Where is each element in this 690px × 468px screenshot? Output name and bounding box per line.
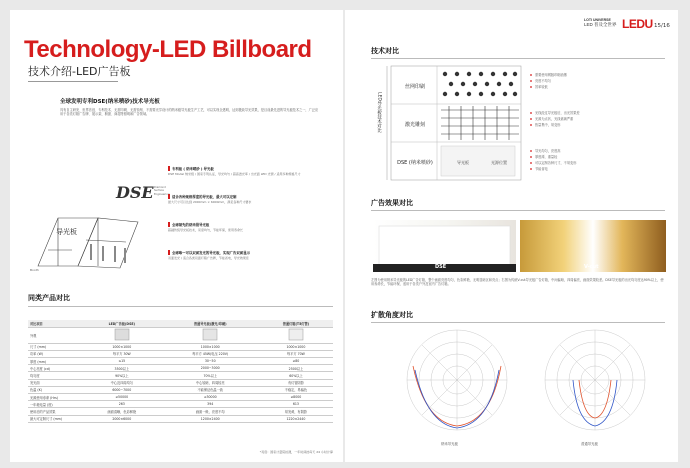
table-cell: 功率 (W) bbox=[28, 350, 82, 357]
booth-label: 导光板 bbox=[56, 228, 77, 236]
brand-logo: LEDU bbox=[622, 17, 653, 31]
dse-photo bbox=[373, 220, 516, 272]
note: 厚度薄，重量轻 bbox=[535, 155, 558, 159]
right-page bbox=[345, 10, 678, 462]
divider bbox=[371, 210, 665, 211]
table-cell: ≥8000 bbox=[259, 394, 333, 401]
table-row bbox=[28, 350, 333, 357]
divider bbox=[28, 81, 118, 82]
table-cell: 一年耗电量 (度) bbox=[28, 401, 82, 408]
section-title-compare: 同类产品对比 bbox=[28, 294, 70, 302]
feature-heading: 专利板 ( 纳米喷砂 ) 导光板 bbox=[168, 166, 338, 171]
section-title-tech: 技术对比 bbox=[371, 47, 399, 55]
table-cell: 1000×1000 bbox=[259, 343, 333, 350]
table-cell: 外观 bbox=[28, 327, 82, 343]
table-cell: 2500以上 bbox=[259, 365, 333, 372]
table-cell: 不能保证色温一致 bbox=[162, 386, 259, 393]
table-cell: 画面一般，亮度不均 bbox=[162, 408, 259, 415]
footnote: *亮度：国家计量院检测，一年时间按每天 24 小时计算 bbox=[259, 450, 333, 454]
lead-heading: 全球发明专利DSE(纳米喷砂)技术导光板 bbox=[60, 99, 160, 105]
table-cell: ≥30000 bbox=[162, 394, 259, 401]
table-row bbox=[28, 415, 333, 422]
table-cell: 每平方 30W bbox=[82, 350, 162, 357]
table-cell: 光源使用寿命 (Hrs) bbox=[28, 394, 82, 401]
feature-text: 最大尺寸可以达到 2000mm × 6000mm，满足各种尺寸要求 bbox=[168, 200, 252, 204]
note: 节能省电 bbox=[535, 167, 548, 171]
table-row bbox=[28, 343, 333, 350]
section-title-effect: 广告效果对比 bbox=[371, 199, 413, 207]
note: 光源为点状，光线衰减严重 bbox=[535, 117, 574, 121]
table-cell: 263 bbox=[82, 401, 162, 408]
booth-illustration bbox=[28, 210, 148, 272]
table-cell: 厚度 (mm) bbox=[28, 358, 82, 365]
spec-table bbox=[28, 320, 333, 423]
intro-paragraph: 具有自主研发、世界首创、专利技术、无需印刷、无需蚀刻、不需要光学设计的纳米级导光板生产工艺，可以实现全透明，达到极致导光效果，是目前最先进的导光板技术之一，广泛应用于各类灯箱广告牌、展示架、橱窗、商超等照明和广告领域。 bbox=[60, 108, 319, 117]
note: 光线经过导光板后，出光效果差 bbox=[535, 111, 580, 115]
table-cell: 对比项目 bbox=[28, 320, 82, 327]
feature-heading: 适合各种规格厚度的导光板，最大可以定制 bbox=[168, 194, 338, 199]
table-cell: ≥80 bbox=[259, 358, 333, 365]
table-row bbox=[28, 401, 333, 408]
table-cell: 最大可定制尺寸 (mm) bbox=[28, 415, 82, 422]
table-cell: 画面清晰，色彩鲜艳 bbox=[82, 408, 162, 415]
angle-caption: 普通导光板 bbox=[581, 442, 598, 446]
table-cell: 色温 (K) bbox=[28, 386, 82, 393]
table-cell: 1220×2440 bbox=[259, 415, 333, 422]
table-cell: 易发黄，有阴影 bbox=[259, 408, 333, 415]
diagram-vertical-label: LED导光板技术对比 bbox=[376, 92, 382, 133]
feature-block bbox=[168, 166, 338, 176]
feature-block bbox=[168, 222, 338, 232]
table-cell: 6000~7000 bbox=[82, 386, 162, 393]
table-cell: 尺寸 (mm) bbox=[28, 343, 82, 350]
table-cell: 30~50 bbox=[162, 358, 259, 365]
product-image bbox=[286, 328, 306, 341]
divider bbox=[371, 58, 665, 59]
booth-sub-label: Booth bbox=[30, 268, 39, 272]
table-cell: 使用后的产品效果 bbox=[28, 408, 82, 415]
table-cell: 中心亮度 (cd) bbox=[28, 365, 82, 372]
table-row bbox=[28, 358, 333, 365]
bottom-label: 导光板 bbox=[457, 160, 469, 165]
dse-caption: Diamond Surface Engineering bbox=[154, 186, 170, 196]
brand-bottom: LED 普及全世界 bbox=[584, 22, 617, 27]
table-cell: 2000×6000 bbox=[82, 415, 162, 422]
table-row bbox=[28, 372, 333, 379]
table-cell: 均匀度 bbox=[28, 372, 82, 379]
vcut-photo bbox=[520, 220, 666, 272]
photo-caption: V-cut bbox=[584, 264, 599, 270]
table-cell: ≤15 bbox=[82, 358, 162, 365]
grid-pattern bbox=[441, 106, 519, 140]
bottom-label: 光源位置 bbox=[491, 160, 507, 165]
table-cell: 每平方 70W bbox=[259, 350, 333, 357]
page-number: 15/16 bbox=[654, 23, 670, 29]
page-title: Technology-LED Billboard bbox=[24, 36, 312, 63]
table-cell: 普通导光板(激光/印刷) bbox=[162, 320, 259, 327]
table-cell: 发光面 bbox=[28, 379, 82, 386]
note: 亮度不均匀 bbox=[535, 79, 551, 83]
row-label: 丝网印刷 bbox=[404, 84, 426, 90]
table-cell: 60%以上 bbox=[259, 372, 333, 379]
brand-text bbox=[584, 18, 617, 28]
note: 热量集中，易变形 bbox=[535, 123, 561, 127]
dot-pattern bbox=[443, 72, 517, 96]
table-cell: 3500以上 bbox=[82, 365, 162, 372]
feature-heading: 全球领先的纳米级导光板 bbox=[168, 222, 338, 227]
table-cell bbox=[162, 327, 259, 343]
table-row bbox=[28, 365, 333, 372]
table-row bbox=[28, 379, 333, 386]
row-label: 激光雕刻 bbox=[404, 122, 426, 128]
product-image bbox=[112, 328, 132, 341]
table-cell bbox=[259, 327, 333, 343]
table-cell: 90%以上 bbox=[82, 372, 162, 379]
table-cell bbox=[82, 327, 162, 343]
angle-chart bbox=[533, 326, 657, 434]
table-row bbox=[28, 386, 333, 393]
table-cell: 70%以上 bbox=[162, 372, 259, 379]
table-cell: 1000×1000 bbox=[162, 343, 259, 350]
product-image bbox=[200, 328, 220, 341]
table-cell: 1200×2400 bbox=[162, 415, 259, 422]
section-title-angle: 扩散角度对比 bbox=[371, 311, 413, 319]
page-subtitle: 技术介绍-LED广告板 bbox=[28, 65, 131, 78]
photo-caption: DSE bbox=[435, 264, 447, 270]
note: 效率较低 bbox=[535, 85, 548, 89]
note: 导光均匀，亮度高 bbox=[535, 149, 561, 153]
table-cell: ≥50000 bbox=[82, 394, 162, 401]
table-row bbox=[28, 408, 333, 415]
table-cell: 有灯管阴影 bbox=[259, 379, 333, 386]
tech-comparison-diagram bbox=[369, 64, 665, 182]
note: 可以定制各种尺寸，不易变形 bbox=[535, 161, 577, 165]
angle-chart bbox=[395, 326, 519, 434]
note: 需要使用网版印刷油墨 bbox=[535, 73, 567, 77]
feature-block bbox=[168, 194, 338, 204]
table-cell: LED广告板(DSE) bbox=[82, 320, 162, 327]
feature-text: 双面发光 / 适合各类双面灯箱广告牌，节能省电，导光效果佳 bbox=[168, 256, 249, 260]
table-cell: 中心较暗，四周较亮 bbox=[162, 379, 259, 386]
table-cell: 394 bbox=[162, 401, 259, 408]
table-cell: 中心及四周均匀 bbox=[82, 379, 162, 386]
table-cell: 普通灯箱(T5灯管) bbox=[259, 320, 333, 327]
feature-text: DSE Model 纳米级 / 国家专利认证，导光均匀 / 超高透光率 / 出光面 LED 光源 / 适用多种规格尺寸 bbox=[168, 172, 301, 176]
brand-top: LOTI UNIVERSE bbox=[584, 18, 611, 22]
table-cell: 613 bbox=[259, 401, 333, 408]
table-row bbox=[28, 327, 333, 343]
feature-heading: 全球唯一可以双面发光的导光板，实现广告双面显示 bbox=[168, 250, 338, 255]
left-page bbox=[10, 10, 343, 462]
table-cell: 1000×1000 bbox=[82, 343, 162, 350]
feature-block bbox=[168, 250, 338, 260]
feature-text: 超越传统导光板技术，亮度均匀，节能环保，使用寿命长 bbox=[168, 228, 244, 232]
table-cell: 不稳定，易偏色 bbox=[259, 386, 333, 393]
row-label: DSE (纳米喷砂) bbox=[397, 160, 433, 166]
table-cell: 每平方 45W(电压 220V) bbox=[162, 350, 259, 357]
divider bbox=[371, 322, 665, 323]
table-header bbox=[28, 320, 333, 327]
table-row bbox=[28, 394, 333, 401]
table-cell: 2000~3000 bbox=[162, 365, 259, 372]
angle-caption: 纳米导光板 bbox=[441, 442, 458, 446]
effect-paragraph: 左图为使用纳米导光板的LED广告灯箱，整个画面亮度均匀，色彩鲜艳，无明显暗区和亮点；右图为传统V-cut导光板广告灯箱，中间偏暗，四周偏亮，画面效果较差。DSE导光板的出光均匀度达90%以上，使用寿命长，节能环保，适用于各类户外及室内广告灯箱。 bbox=[371, 278, 664, 287]
divider bbox=[28, 306, 333, 307]
dse-logo: DSE bbox=[116, 183, 154, 202]
